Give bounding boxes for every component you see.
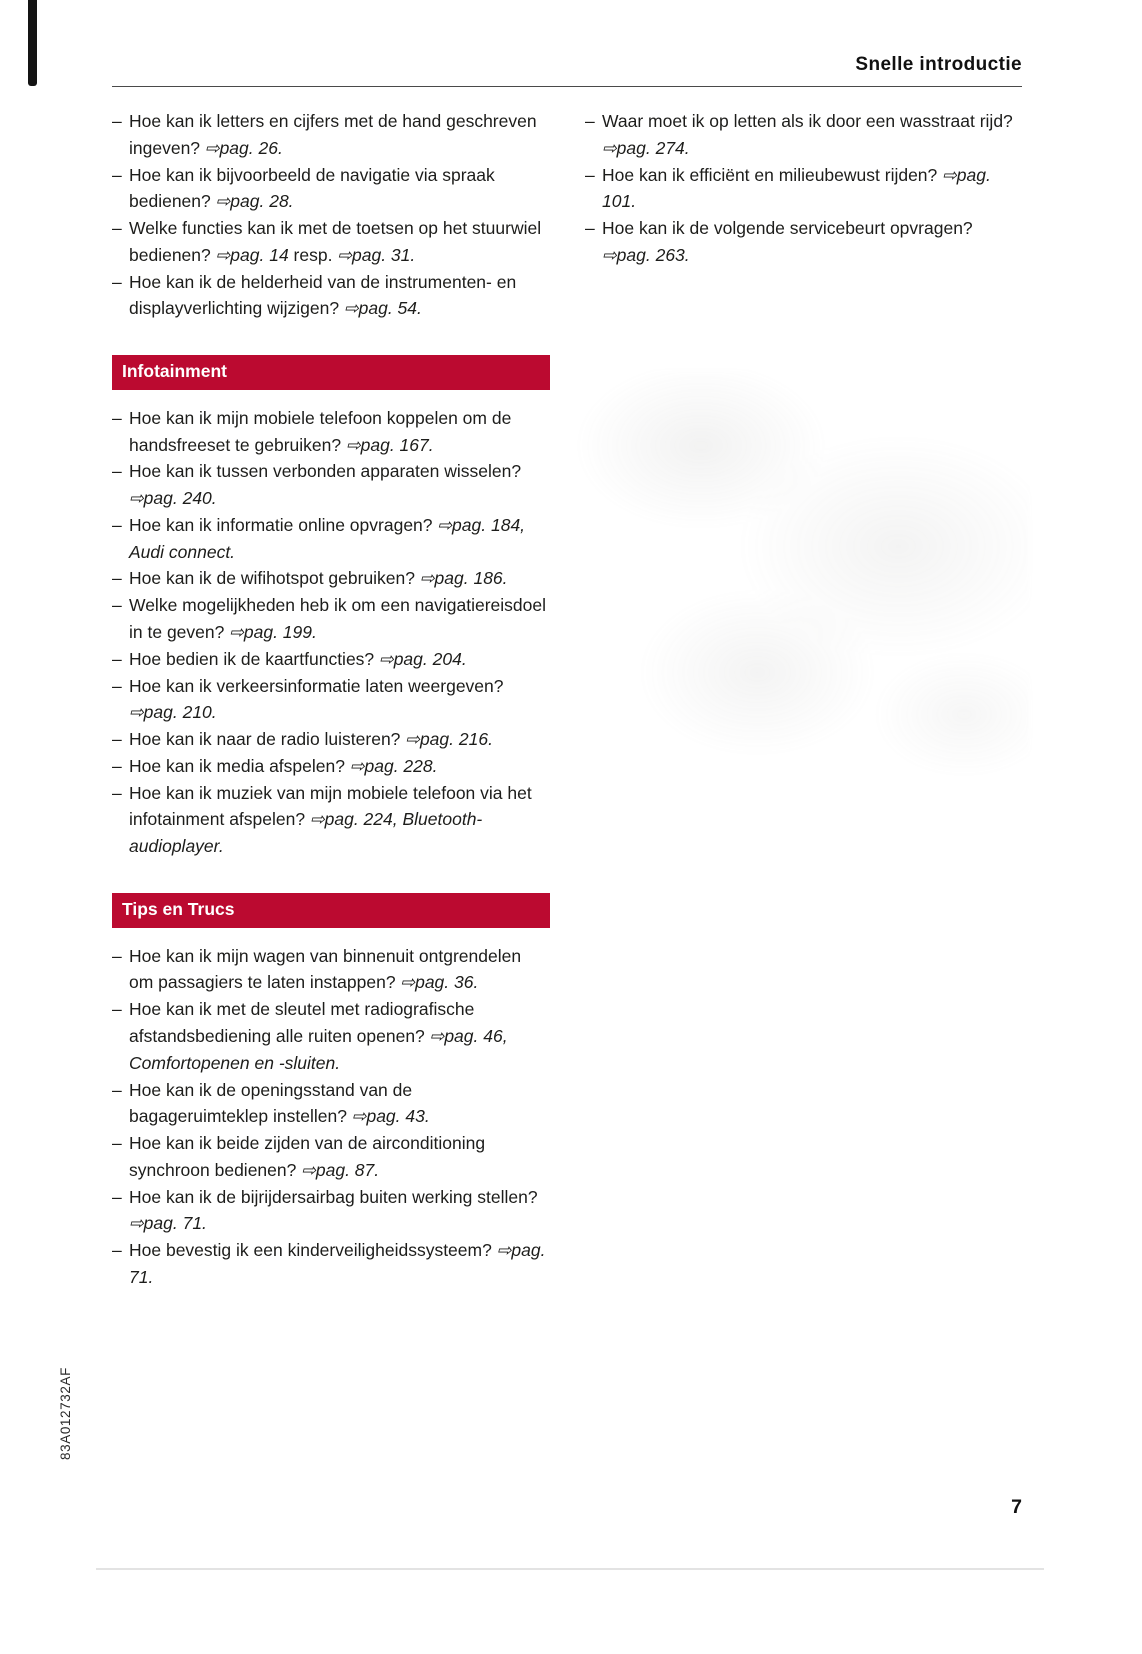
list-dash: –	[112, 1186, 122, 1207]
question-item	[112, 108, 550, 162]
page-reference: ⇨pag. 186.	[419, 568, 508, 589]
question-item	[112, 1130, 550, 1184]
question-text: Hoe kan ik de openingsstand van de bagageruimteklep instellen? ⇨pag. 43.	[129, 1079, 430, 1127]
question-text: Waar moet ik op letten als ik door een wasstraat rijd? ⇨pag. 274.	[602, 111, 1013, 158]
question-text: Hoe kan ik de wifihotspot gebruiken? ⇨pag. 186.	[129, 568, 508, 589]
question-text: Hoe kan ik beide zijden van de airconditioning synchroon bedienen? ⇨pag. 87.	[129, 1133, 486, 1180]
document-code: 83A012732AF	[58, 1367, 73, 1460]
list-dash: –	[585, 218, 595, 239]
question-text: Hoe bedien ik de kaartfuncties? ⇨pag. 204.	[129, 648, 467, 669]
page-reference: ⇨pag. 26.	[204, 137, 283, 158]
list-dash: –	[112, 675, 122, 696]
question-item	[112, 726, 550, 753]
question-item	[112, 162, 550, 216]
page-reference: ⇨pag. 263.	[602, 244, 690, 265]
question-item	[112, 1237, 550, 1291]
scan-watermark	[560, 370, 1030, 790]
page-reference: ⇨pag. 101.	[602, 164, 991, 212]
question-item	[112, 592, 550, 646]
right-column	[585, 108, 1023, 269]
question-text: Hoe kan ik informatie online opvragen? ⇨pag. 184, Audi connect.	[129, 514, 526, 562]
list-dash: –	[112, 729, 122, 750]
page-reference: ⇨pag. 210.	[129, 702, 217, 723]
question-item	[112, 458, 550, 512]
page-reference: ⇨pag. 54.	[343, 298, 422, 319]
page-reference: ⇨pag. 216.	[405, 729, 493, 750]
question-text: Hoe kan ik naar de radio luisteren? ⇨pag. 216.	[129, 729, 493, 750]
question-item	[112, 512, 550, 566]
list-dash: –	[112, 514, 122, 535]
list-dash: –	[112, 945, 122, 966]
question-text: Hoe kan ik de bijrijdersairbag buiten werking stellen? ⇨pag. 71.	[129, 1186, 538, 1234]
list-dash: –	[112, 1133, 122, 1154]
list-dash: –	[112, 1079, 122, 1100]
question-item	[112, 1184, 550, 1238]
section-heading-infotainment	[112, 355, 550, 390]
question-list-intro-left	[112, 108, 550, 322]
question-text: Hoe kan ik muziek van mijn mobiele telefoon via het infotainment afspelen? ⇨pag. 224, Bluetooth-audioplayer.	[129, 782, 532, 857]
question-item	[585, 162, 1023, 216]
page-reference: ⇨pag. 224, Bluetooth-audioplayer.	[129, 809, 483, 857]
page-reference: ⇨pag. 199.	[229, 622, 317, 643]
page-reference: ⇨pag. 71.	[129, 1240, 546, 1287]
question-list-infotainment	[112, 405, 550, 860]
question-text: Hoe kan ik verkeersinformatie laten weergeven? ⇨pag. 210.	[129, 675, 504, 723]
question-text: Hoe bevestig ik een kinderveiligheidssysteem? ⇨pag. 71.	[129, 1240, 546, 1287]
question-item	[585, 108, 1023, 162]
question-item	[112, 943, 550, 997]
page-reference: ⇨pag. 36.	[400, 972, 479, 993]
question-text: Hoe kan ik mijn mobiele telefoon koppelen om de handsfreeset te gebruiken? ⇨pag. 167.	[129, 407, 512, 455]
question-text: Welke mogelijkheden heb ik om een navigatiereisdoel in te geven? ⇨pag. 199.	[129, 595, 547, 643]
list-dash: –	[112, 461, 122, 482]
page-reference: ⇨pag. 14	[215, 244, 289, 265]
question-item	[112, 215, 550, 269]
list-dash: –	[585, 111, 595, 131]
page-title: Snelle introductie	[855, 54, 1022, 75]
question-item	[112, 753, 550, 780]
page-reference: ⇨pag. 46, Comfortopenen en -sluiten.	[129, 1025, 508, 1073]
list-dash: –	[112, 755, 122, 776]
question-text: Welke functies kan ik met de toetsen op het stuurwiel bedienen? ⇨pag. 14 resp. ⇨pag. 31.	[129, 218, 542, 265]
page-reference: ⇨pag. 184, Audi connect.	[129, 514, 526, 562]
section-heading-tips	[112, 893, 550, 928]
list-dash: –	[112, 999, 122, 1020]
scan-artifact-bottom	[96, 1568, 1044, 1570]
list-dash: –	[112, 111, 122, 131]
question-text: Hoe kan ik met de sleutel met radiografische afstandsbediening alle ruiten openen? ⇨pag. 46, Comfortopenen en -sluiten.	[129, 999, 508, 1073]
section-heading-label: Tips en Trucs	[122, 898, 235, 919]
section-tips	[112, 893, 550, 1291]
page-number: 7	[1011, 1496, 1022, 1518]
question-item	[112, 405, 550, 459]
question-item	[112, 996, 550, 1076]
header-divider	[112, 86, 1022, 87]
scan-artifact-top-left	[28, 0, 37, 86]
list-dash: –	[585, 164, 595, 185]
page-reference: ⇨pag. 43.	[351, 1106, 430, 1127]
page-reference: ⇨pag. 28.	[215, 191, 294, 212]
question-text: Hoe kan ik mijn wagen van binnenuit ontgrendelen om passagiers te laten instappen? ⇨pag. 36.	[129, 945, 522, 993]
question-item	[112, 565, 550, 592]
list-dash: –	[112, 782, 122, 803]
page-reference: ⇨pag. 167.	[345, 434, 434, 455]
question-list-tips	[112, 943, 550, 1291]
list-dash: –	[112, 218, 122, 239]
question-item	[585, 215, 1023, 269]
left-column	[112, 108, 550, 1291]
page-reference: ⇨pag. 228.	[349, 755, 438, 776]
question-item	[112, 269, 550, 323]
list-dash: –	[112, 568, 122, 589]
list-dash: –	[112, 407, 122, 428]
question-item	[112, 780, 550, 860]
question-list-intro-right	[585, 108, 1023, 269]
page-reference: ⇨pag. 240.	[129, 488, 217, 509]
list-dash: –	[112, 595, 122, 616]
page-reference: ⇨pag. 274.	[602, 137, 690, 158]
page-reference: ⇨pag. 204.	[379, 648, 467, 669]
question-text: Hoe kan ik efficiënt en milieubewust rijden? ⇨pag. 101.	[602, 164, 991, 212]
list-dash: –	[112, 1240, 122, 1261]
question-text: Hoe kan ik bijvoorbeeld de navigatie via spraak bedienen? ⇨pag. 28.	[129, 164, 495, 212]
section-heading-label: Infotainment	[122, 361, 227, 382]
question-text: Hoe kan ik de volgende servicebeurt opvragen? ⇨pag. 263.	[602, 218, 973, 265]
list-dash: –	[112, 648, 122, 669]
question-text: Hoe kan ik letters en cijfers met de hand geschreven ingeven? ⇨pag. 26.	[129, 111, 537, 158]
list-dash: –	[112, 271, 122, 292]
question-text: Hoe kan ik tussen verbonden apparaten wisselen? ⇨pag. 240.	[129, 461, 522, 509]
list-dash: –	[112, 164, 122, 185]
question-text: Hoe kan ik de helderheid van de instrumenten- en displayverlichting wijzigen? ⇨pag. 54.	[129, 271, 517, 319]
section-infotainment	[112, 355, 550, 860]
question-text: Hoe kan ik media afspelen? ⇨pag. 228.	[129, 755, 438, 776]
page-reference: ⇨pag. 31.	[337, 244, 416, 265]
page-reference: ⇨pag. 71.	[129, 1213, 207, 1234]
question-item	[112, 646, 550, 673]
question-item	[112, 673, 550, 727]
page-reference: ⇨pag. 87.	[301, 1159, 380, 1180]
question-item	[112, 1077, 550, 1131]
